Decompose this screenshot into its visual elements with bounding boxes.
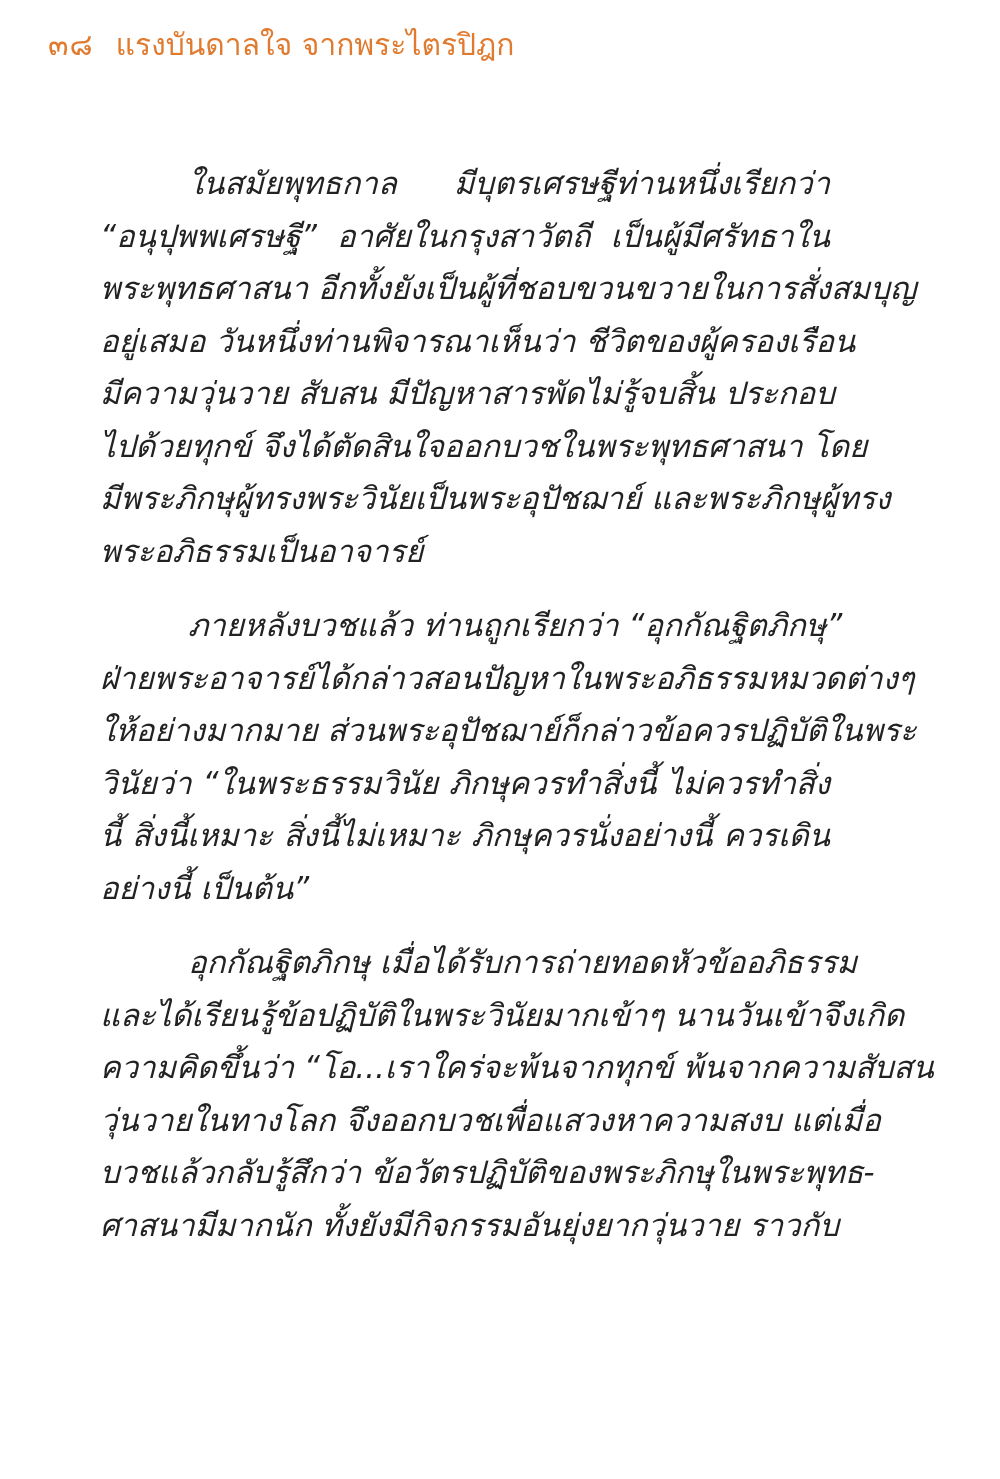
text-line: ความคิดขึ้นว่า “โอ...เราใคร่จะพ้นจากทุกข์ พ้นจากความสับสน <box>100 1050 934 1086</box>
paragraph-1 <box>100 158 917 578</box>
text-line: อยู่เสมอ วันหนึ่งท่านพิจารณาเห็นว่า ชีวิตของผู้ครองเรือน <box>100 323 856 360</box>
page-body <box>100 158 934 1274</box>
text-line: อุกกัณฐิตภิกษุ เมื่อได้รับการถ่ายทอดหัวข้ออภิธรรม <box>188 945 858 981</box>
text-line: ฝ่ายพระอาจารย์ได้กล่าวสอนปัญหาในพระอภิธรรมหมวดต่างๆ <box>100 660 915 697</box>
text-line: วุ่นวายในทางโลก จึงออกบวชเพื่อแสวงหาความสงบ แต่เมื่อ <box>100 1102 881 1139</box>
text-line: บวชแล้วกลับรู้สึกว่า ข้อวัตรปฏิบัติของพระภิกษุในพระพุทธ- <box>100 1155 875 1191</box>
text-line: วินัยว่า “ในพระธรรมวินัย ภิกษุควรทำสิ่งนี้ ไม่ควรทำสิ่ง <box>100 765 830 802</box>
text-line: ภายหลังบวชแล้ว ท่านถูกเรียกว่า “อุกกัณฐิตภิกษุ” <box>188 608 843 644</box>
text-line: ศาสนามีมากนัก ทั้งยังมีกิจกรรมอันยุ่งยากวุ่นวาย ราวกับ <box>100 1207 840 1244</box>
text-line: และได้เรียนรู้ข้อปฏิบัติในพระวินัยมากเข้าๆ นานวันเข้าจึงเกิด <box>100 997 905 1034</box>
text-line: อย่างนี้ เป็นต้น” <box>100 870 310 907</box>
page-number: ๓๘ <box>48 28 94 63</box>
text-line: นี้ สิ่งนี้เหมาะ สิ่งนี้ไม่เหมาะ ภิกษุควรนั่งอย่างนี้ ควรเดิน <box>100 818 830 854</box>
paragraph-2 <box>100 600 917 915</box>
text-line: พระอภิธรรมเป็นอาจารย์ <box>100 533 424 570</box>
text-line: ไปด้วยทุกข์ จึงได้ตัดสินใจออกบวชในพระพุทธศาสนา โดย <box>100 428 868 465</box>
text-line: พระพุทธศาสนา อีกทั้งยังเป็นผู้ที่ชอบขวนขวายในการสั่งสมบุญ <box>100 271 917 307</box>
text-line: ในสมัยพุทธกาล มีบุตรเศรษฐีท่านหนึ่งเรียกว่า <box>188 166 830 202</box>
page-header <box>48 28 514 64</box>
text-line: มีความวุ่นวาย สับสน มีปัญหาสารพัดไม่รู้จบสิ้น ประกอบ <box>100 376 835 412</box>
paragraph-3 <box>100 937 934 1252</box>
text-line: ให้อย่างมากมาย ส่วนพระอุปัชฌาย์ก็กล่าวข้อควรปฏิบัติในพระ <box>100 713 917 749</box>
book-title: แรงบันดาลใจ จากพระไตรปิฎก <box>115 28 515 63</box>
text-line: มีพระภิกษุผู้ทรงพระวินัยเป็นพระอุปัชฌาย์ และพระภิกษุผู้ทรง <box>100 481 891 517</box>
text-line: “อนุปุพพเศรษฐี” อาศัยในกรุงสาวัตถี เป็นผู้มีศรัทธาใน <box>100 218 830 255</box>
